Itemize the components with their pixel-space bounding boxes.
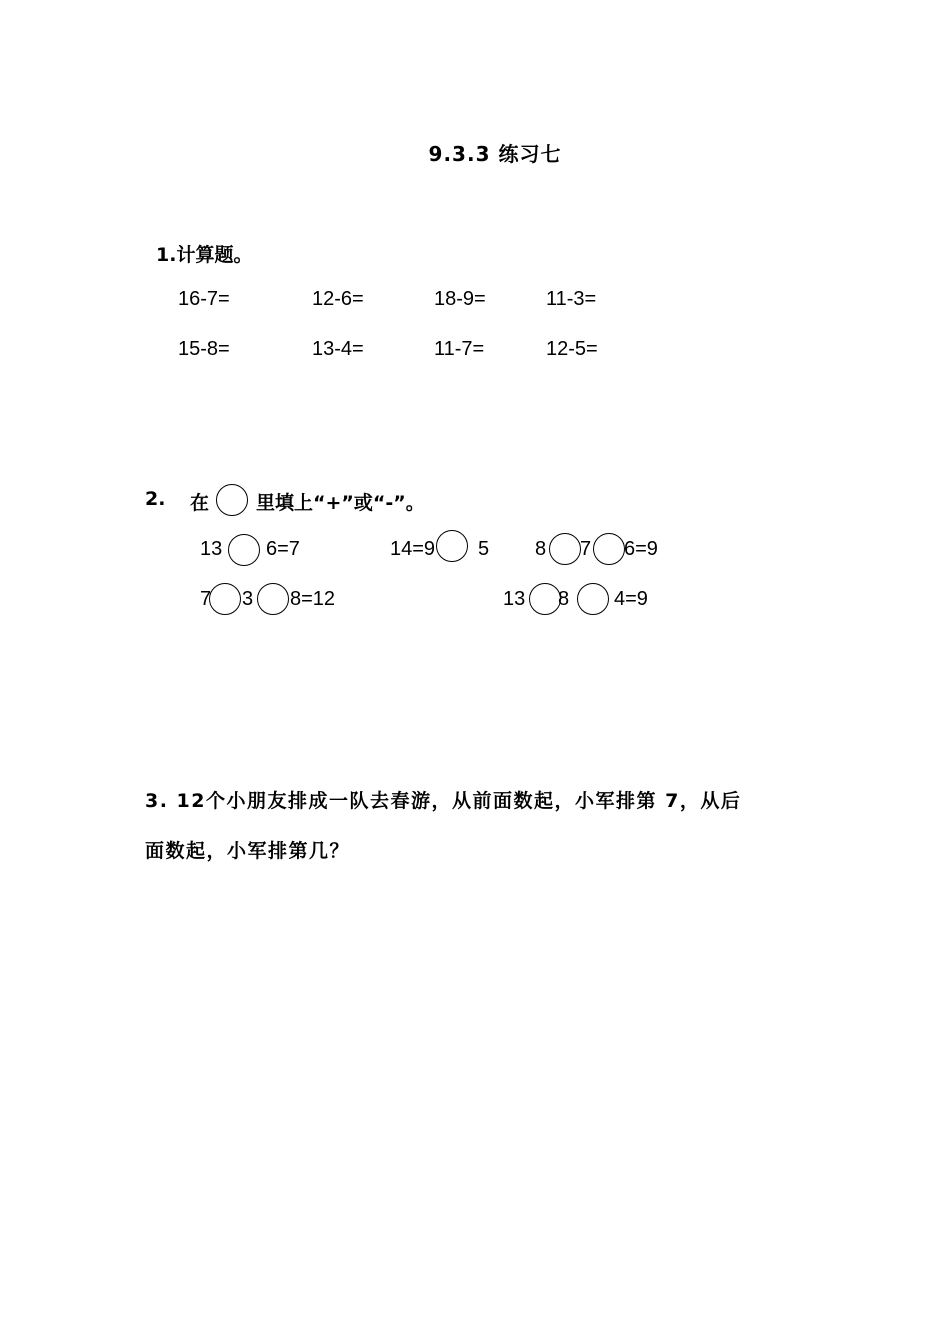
answer-circle[interactable] [209, 583, 241, 615]
q2-number: 8=12 [290, 588, 336, 610]
q1-expression: 11-3= [546, 288, 597, 310]
q1-expression: 15-8= [178, 338, 230, 360]
q1-expression: 12-5= [546, 338, 598, 360]
question-3-line-1: 3. 12个小朋友排成一队去春游，从前面数起，小军排第 7，从后 [145, 790, 742, 812]
q2-number: 4=9 [614, 588, 648, 610]
q1-expression: 12-6= [312, 288, 364, 310]
answer-circle[interactable] [436, 530, 468, 562]
answer-circle[interactable] [228, 534, 260, 566]
q1-expression: 18-9= [434, 288, 486, 310]
question-2-instruction: 里填上“+”或“-”。 [256, 492, 425, 514]
q2-number: 7 [580, 538, 592, 560]
q1-expression: 16-7= [178, 288, 230, 310]
question-2-number: 2. [145, 488, 166, 510]
answer-circle[interactable] [529, 583, 561, 615]
question-1-heading: 1.计算题。 [156, 244, 253, 266]
answer-circle[interactable] [577, 583, 609, 615]
q2-number: 8 [535, 538, 547, 560]
q2-number: 7 [200, 588, 212, 610]
q2-number: 13 [200, 538, 223, 560]
q2-number: 14=9 [390, 538, 436, 560]
q2-number: 5 [478, 538, 490, 560]
q2-number: 6=9 [624, 538, 658, 560]
answer-circle[interactable] [593, 533, 625, 565]
answer-circle[interactable] [257, 583, 289, 615]
q2-number: 6=7 [266, 538, 300, 560]
question-3-line-2: 面数起，小军排第几？ [145, 840, 351, 862]
q2-number: 13 [503, 588, 526, 610]
page-title: 9.3.3 练习七 [428, 142, 562, 166]
q2-number: 3 [242, 588, 254, 610]
q2-number: 8 [558, 588, 570, 610]
q1-expression: 11-7= [434, 338, 485, 360]
question-2-prefix: 在 [190, 492, 210, 514]
answer-circle[interactable] [549, 533, 581, 565]
example-answer-circle [216, 484, 248, 516]
q1-expression: 13-4= [312, 338, 364, 360]
